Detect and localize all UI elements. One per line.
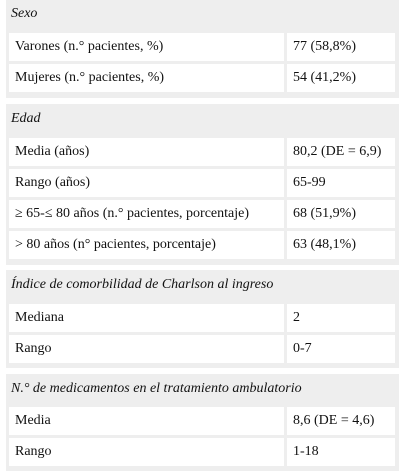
row-label: Rango [15,341,52,356]
section-title-sexo: Sexo [11,6,38,21]
table-row [9,33,395,61]
table-row [9,407,395,435]
row-value: 54 (41,2%) [293,70,356,85]
row-value: 2 [293,310,300,325]
row-value: 8,6 (DE = 4,6) [293,413,375,428]
row-value: 0-7 [293,341,312,356]
row-value: 80,2 (DE = 6,9) [293,144,382,159]
table-row [9,200,395,228]
section-title-edad: Edad [11,111,41,126]
row-value: 68 (51,9%) [293,206,356,221]
table-row [9,438,395,466]
row-label: Varones (n.° pacientes, %) [15,39,164,54]
row-label: ≥ 65-≤ 80 años (n.° pacientes, porcentaje) [15,206,249,221]
table-row [9,335,395,363]
section-title-medicamentos: N.° de medicamentos en el tratamiento ambulatorio [11,381,302,396]
row-value: 65-99 [293,175,326,190]
table-row [9,138,395,166]
row-label: Rango [15,444,52,459]
row-label: Rango (años) [15,175,91,190]
table-row [9,64,395,92]
table-row [9,231,395,259]
section-title-charlson: Índice de comorbilidad de Charlson al ingreso [11,277,274,292]
table-row [9,169,395,197]
row-label: Media (años) [15,144,90,159]
row-value: 63 (48,1%) [293,237,356,252]
row-value: 1-18 [293,444,319,459]
row-label: Media [15,413,51,428]
row-label: > 80 años (n° pacientes, porcentaje) [15,237,216,252]
row-label: Mujeres (n.° pacientes, %) [15,70,165,85]
row-label: Mediana [15,310,64,325]
row-value: 77 (58,8%) [293,39,356,54]
table-row [9,304,395,332]
